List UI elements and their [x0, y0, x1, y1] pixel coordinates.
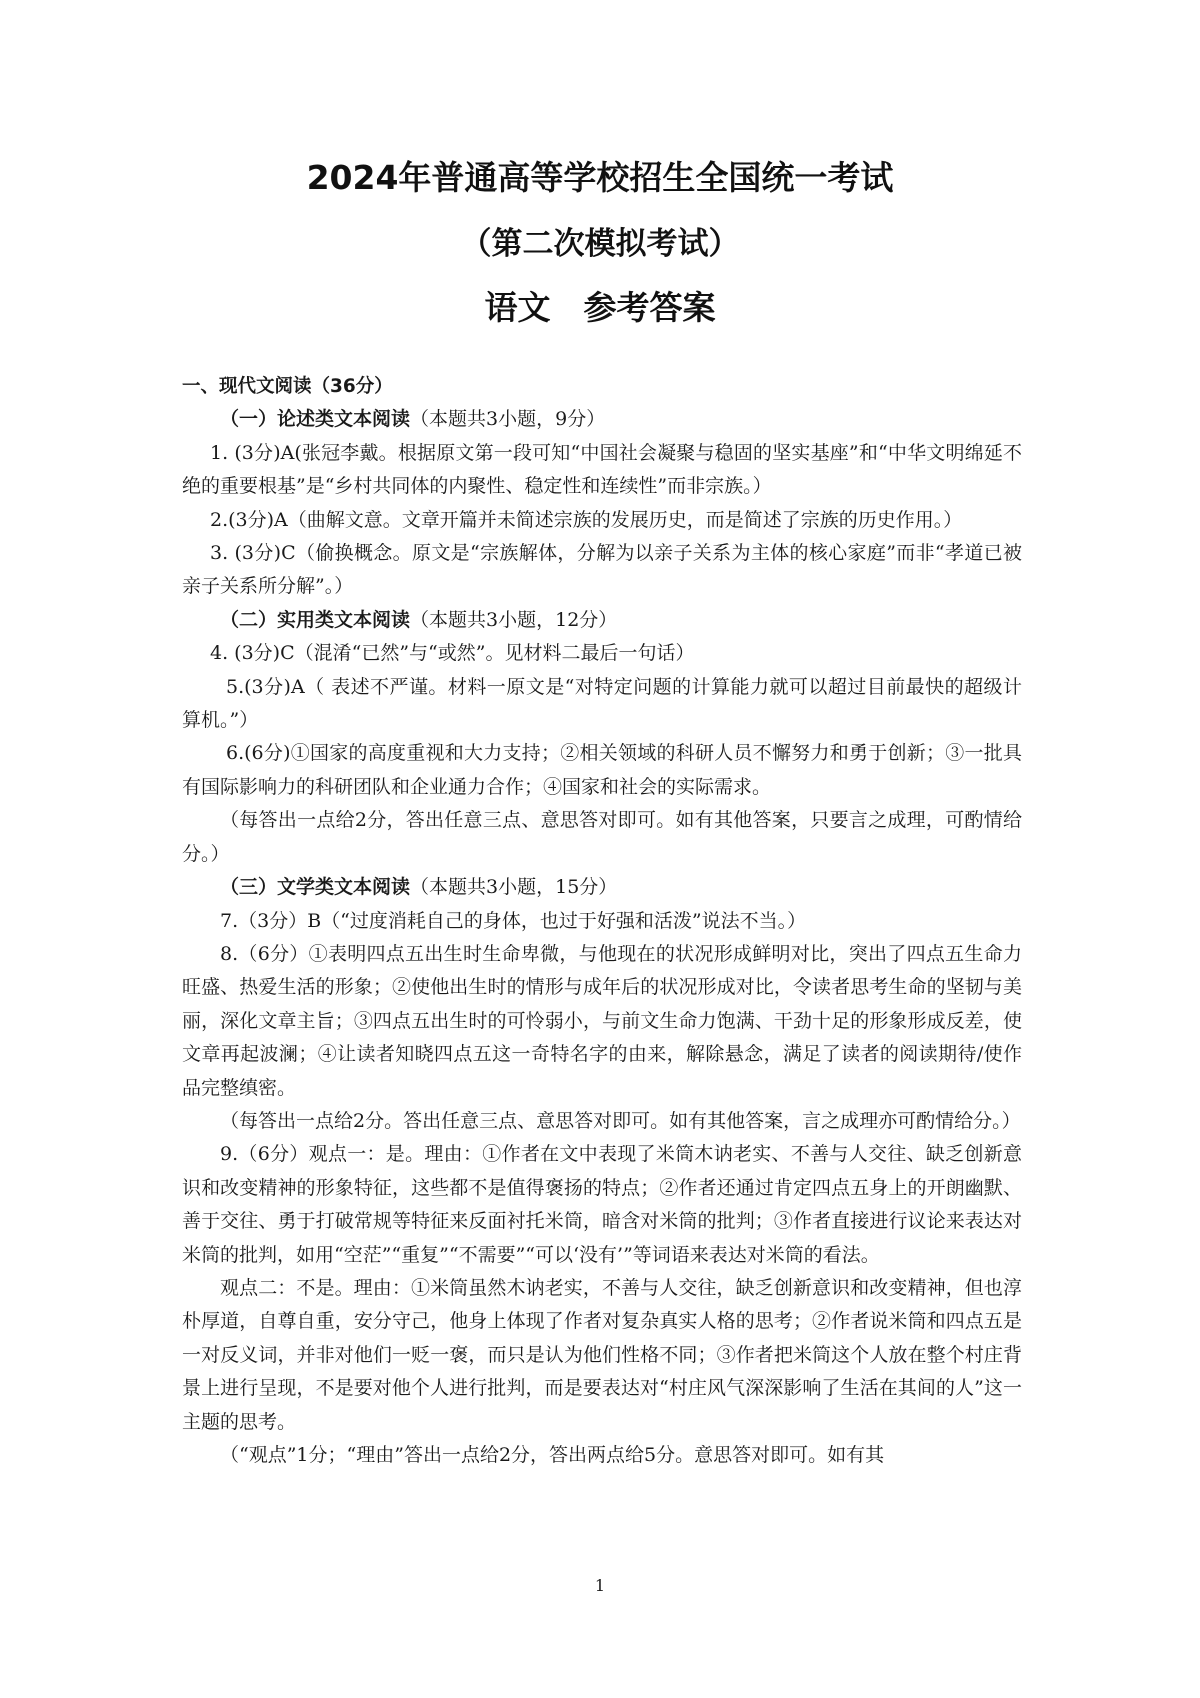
- subsection-note: （本题共3小题，15分）: [410, 876, 618, 899]
- subsection-practical: [182, 604, 1022, 637]
- answer-q9: 9.（6分）观点一：是。理由：①作者在文中表现了米筒木讷老实、不善与人交往、缺乏创新意识和改变精神的形象特征，这些都不是值得褒扬的特点；②作者还通过肯定四点五身上的开朗幽默、善于交往、勇于打破常规等特征来反面衬托米筒，暗含对米筒的批判；③作者直接进行议论来表达对米筒的批判，如用“空茫”“重复”“不需要”“可以‘没有’”等词语来表达对米筒的看法。: [182, 1143, 1022, 1266]
- subsection-note: （本题共3小题，12分）: [410, 608, 618, 631]
- answer-q2: 2.(3分)A（曲解文意。文章开篇并未简述宗族的发展历史，而是简述了宗族的历史作用。）: [210, 508, 963, 531]
- answer-q3: 3. (3分)C（偷换概念。原文是“宗族解体，分解为以亲子关系为主体的核心家庭”而非“孝道已被亲子关系所分解”。）: [182, 542, 1022, 598]
- scoring-note-q6: （每答出一点给2分，答出任意三点、意思答对即可。如有其他答案，只要言之成理，可酌情给分。）: [182, 809, 1022, 865]
- answer-q9-view2: 观点二：不是。理由：①米筒虽然木讷老实，不善与人交往，缺乏创新意识和改变精神，但也淳朴厚道，自尊自重，安分守己，他身上体现了作者对复杂真实人格的思考；②作者说米筒和四点五是一对反义词，并非对他们一贬一褒，而只是认为他们性格不同；③作者把米筒这个人放在整个村庄背景上进行呈现，不是要对他个人进行批判，而是要表达对“村庄风气深深影响了生活在其间的人”这一主题的思考。: [182, 1276, 1022, 1433]
- answer-q1: 1. (3分)A(张冠李戴。根据原文第一段可知“中国社会凝聚与稳固的坚实基座”和“中华文明绵延不绝的重要根基”是“乡村共同体的内聚性、稳定性和连续性”而非宗族。）: [182, 441, 1022, 498]
- exam-title: 2024年普通高等学校招生全国统一考试: [306, 158, 894, 197]
- subsection-argumentative: [182, 403, 1022, 436]
- document-title: 语文 参考答案: [484, 288, 716, 327]
- page-number: 1: [594, 1576, 606, 1595]
- answer-q5: 5.(3分)A（ 表述不严谨。材料一原文是“对特定问题的计算能力就可以超过目前最快的超级计算机。”）: [182, 675, 1022, 732]
- section-heading-modern-reading: 一、现代文阅读（36分）: [182, 376, 393, 397]
- answer-q6: 6.(6分)①国家的高度重视和大力支持；②相关领域的科研人员不懈努力和勇于创新；③一批具有国际影响力的科研团队和企业通力合作；④国家和社会的实际需求。: [182, 742, 1022, 798]
- subsection-heading: （三）文学类文本阅读: [220, 876, 411, 899]
- answer-content: [182, 370, 1022, 1472]
- exam-subtitle: （第二次模拟考试）: [460, 226, 740, 262]
- answer-q7: 7.（3分）B（“过度消耗自己的身体，也过于好强和活泼”说法不当。）: [220, 909, 807, 932]
- subsection-heading: （一）论述类文本阅读: [220, 408, 411, 431]
- answer-q8: 8.（6分）①表明四点五出生时生命卑微，与他现在的状况形成鲜明对比，突出了四点五生命力旺盛、热爱生活的形象；②使他出生时的情形与成年后的状况形成对比，令读者思考生命的坚韧与美丽，深化文章主旨；③四点五出生时的可怜弱小，与前文生命力饱满、干劲十足的形象形成反差，使文章再起波澜；④让读者知晓四点五这一奇特名字的由来，解除悬念，满足了读者的阅读期待/使作品完整缜密。: [182, 942, 1022, 1099]
- subsection-heading: （二）实用类文本阅读: [220, 608, 411, 631]
- scoring-note-q9: （“观点”1分；“理由”答出一点给2分，答出两点给5分。意思答对即可。如有其: [220, 1444, 885, 1466]
- answer-q4: 4. (3分)C（混淆“已然”与“或然”。见材料二最后一句话）: [210, 642, 695, 665]
- subsection-note: （本题共3小题，9分）: [410, 408, 606, 431]
- subsection-literary: [182, 871, 1022, 904]
- scoring-note-q8: （每答出一点给2分。答出任意三点、意思答对即可。如有其他答案，言之成理亦可酌情给分。）: [220, 1109, 1021, 1132]
